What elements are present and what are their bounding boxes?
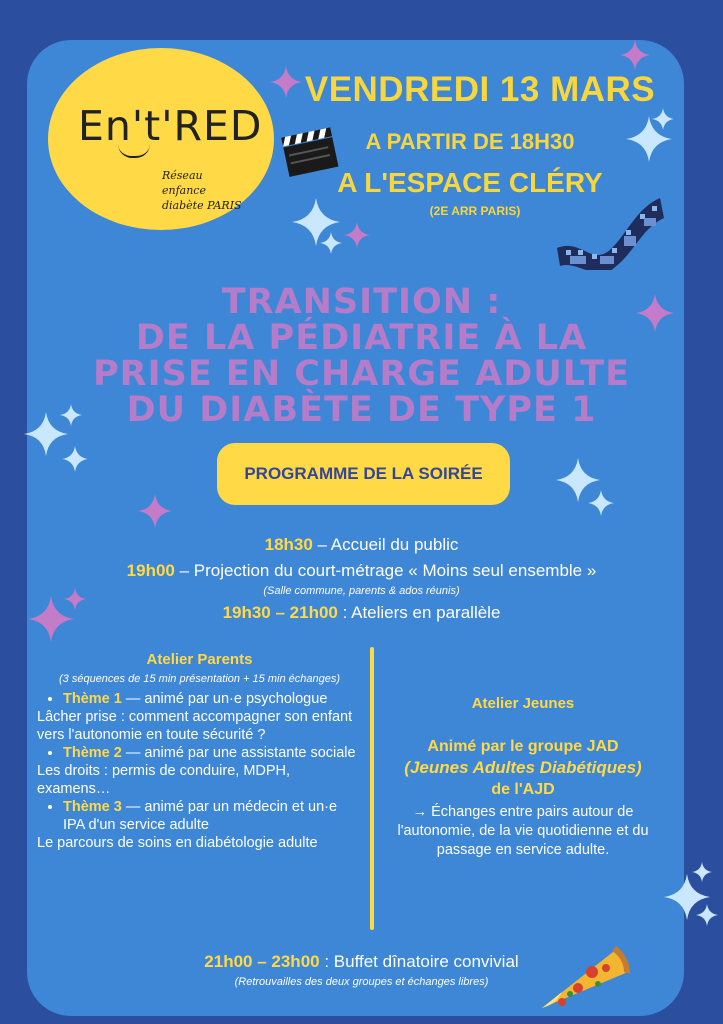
- atelier-parents-heading: Atelier Parents: [146, 651, 253, 668]
- sparkle-icon: [320, 232, 342, 254]
- theme-host: — animé par un·e psychologue: [121, 691, 328, 707]
- atelier-parents-subtitle: (3 séquences de 15 min présentation + 15 min échanges): [59, 673, 340, 685]
- theme-list: [37, 744, 362, 762]
- clapperboard-icon: [278, 118, 342, 178]
- schedule-time: 18h30: [264, 535, 313, 554]
- host-line-3: de l'AJD: [491, 781, 555, 798]
- schedule-text: Accueil du public: [330, 535, 459, 554]
- title-line-1: TRANSITION :: [221, 282, 502, 322]
- column-divider: [370, 647, 374, 930]
- buffet-text: Buffet dînatoire convivial: [333, 952, 519, 971]
- sparkle-icon: [344, 222, 370, 248]
- sparkle-icon: [620, 40, 650, 70]
- theme-item: [63, 690, 362, 708]
- host-line-2: (Jeunes Adultes Diabétiques): [404, 758, 642, 777]
- schedule-item: [0, 603, 723, 623]
- sparkle-icon: [636, 294, 674, 332]
- theme-label: Thème 1: [63, 691, 122, 707]
- theme-host: — animé par une assistante sociale: [121, 745, 356, 761]
- sparkle-icon: [60, 404, 82, 426]
- host-line-1: Animé par le groupe JAD: [427, 738, 619, 755]
- pizza-icon: [532, 942, 632, 1016]
- theme-desc: Le parcours de soins en diabétologie adulte: [37, 835, 318, 851]
- projection-note: (Salle commune, parents & ados réunis): [263, 585, 460, 597]
- sparkle-icon: [588, 490, 614, 516]
- logo-smile: [118, 144, 150, 158]
- buffet-time: 21h00 – 23h00: [204, 952, 320, 971]
- theme-desc: Les droits : permis de conduire, MDPH, examens…: [37, 763, 291, 797]
- theme-label: Thème 2: [63, 745, 122, 761]
- logo-tagline-line2: diabète PARIS: [162, 199, 242, 212]
- logo-tagline: [162, 168, 242, 213]
- sparkle-icon: [62, 446, 88, 472]
- atelier-jeunes-desc: → Échanges entre pairs autour de l'autonomie, de la vie quotidienne et du passage en service adulte.: [397, 804, 649, 858]
- schedule-item: [0, 561, 723, 581]
- event-time: A PARTIR DE 18H30: [365, 129, 575, 154]
- event-arrondissement: (2E ARR PARIS): [429, 204, 521, 218]
- program-banner: PROGRAMME DE LA SOIRÉE: [217, 443, 510, 505]
- title-line-3: PRISE EN CHARGE ADULTE: [92, 354, 630, 394]
- sparkle-icon: [270, 66, 302, 98]
- film-strip-icon: [552, 188, 667, 270]
- theme-label: Thème 3: [63, 799, 122, 815]
- schedule-time: 19h00: [126, 561, 175, 580]
- logo-tagline-line1: Réseau enfance: [162, 169, 206, 197]
- event-title: [40, 284, 683, 428]
- theme-item: [63, 744, 362, 762]
- logo-name: En't'RED: [78, 102, 263, 150]
- schedule-sep: –: [174, 561, 194, 580]
- theme-desc: Lâcher prise : comment accompagner son enfant vers l'autonomie en toute sécurité ?: [37, 709, 353, 743]
- theme-list: [37, 690, 362, 708]
- schedule-item: [0, 535, 723, 555]
- sparkle-icon: [692, 862, 712, 882]
- atelier-jeunes-heading: Atelier Jeunes: [471, 695, 575, 712]
- atelier-jeunes-host: [382, 736, 664, 800]
- event-place: A L'ESPACE CLÉRY: [337, 167, 603, 198]
- title-line-4: DU DIABÈTE DE TYPE 1: [126, 390, 597, 430]
- theme-host: — animé par un médecin et un·e IPA d'un service adulte: [63, 799, 338, 833]
- sparkle-icon: [138, 494, 172, 528]
- schedule-text: Projection du court-métrage « Moins seul ensemble »: [193, 561, 597, 580]
- schedule-time: 19h30 – 21h00: [222, 603, 338, 622]
- event-date: VENDREDI 13 MARS: [304, 70, 656, 109]
- theme-list: [37, 798, 362, 834]
- buffet-sep: :: [319, 952, 334, 971]
- logo: [48, 48, 274, 230]
- atelier-parents: [37, 651, 362, 852]
- sparkle-icon: [64, 588, 86, 610]
- schedule-sep: –: [312, 535, 331, 554]
- schedule-sep: :: [337, 603, 352, 622]
- buffet-note: (Retrouvailles des deux groupes et échanges libres): [234, 976, 489, 988]
- title-line-2: DE LA PÉDIATRIE À LA: [135, 318, 588, 358]
- sparkle-icon: [652, 108, 674, 130]
- theme-item: [63, 798, 362, 834]
- schedule-text: Ateliers en parallèle: [351, 603, 501, 622]
- sparkle-icon: [696, 904, 718, 926]
- atelier-jeunes: [382, 695, 664, 860]
